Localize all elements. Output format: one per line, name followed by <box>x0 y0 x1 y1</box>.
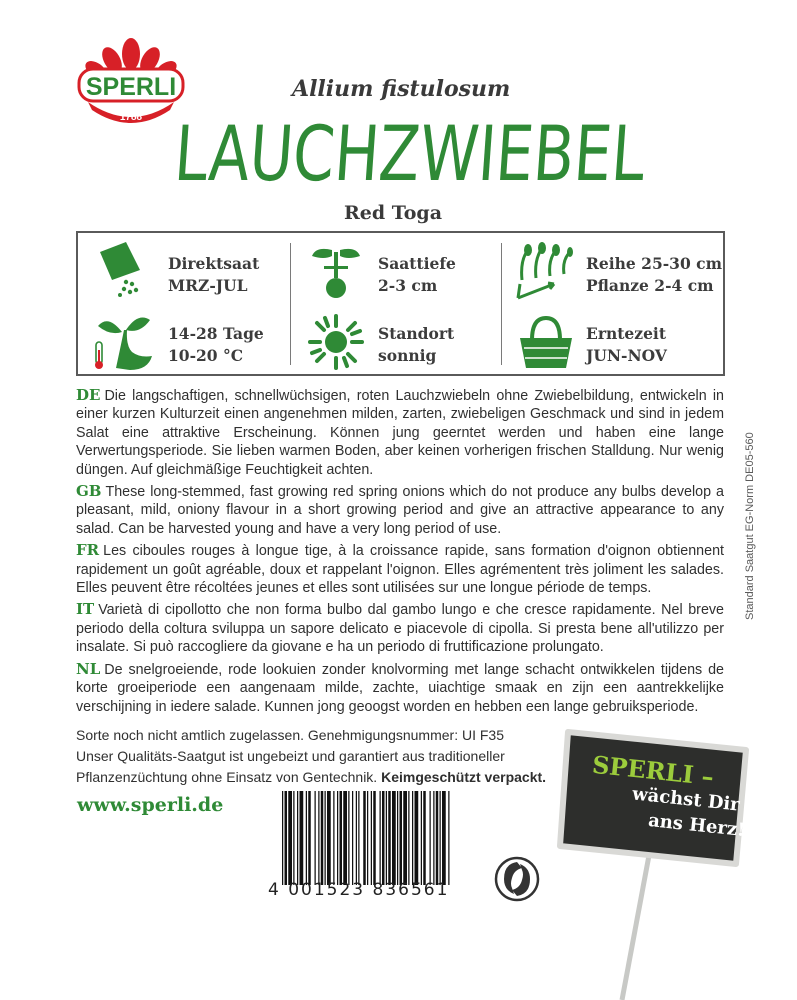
barcode-bar <box>403 791 407 885</box>
logo-wordmark: SPERLI <box>85 73 177 101</box>
barcode-bar <box>386 791 387 885</box>
title-text: LAUCHZWIEBEL <box>171 109 780 198</box>
legal-notice <box>76 725 556 788</box>
barcode-bar <box>408 791 409 885</box>
description-it <box>76 600 724 656</box>
barcode-bar <box>318 791 319 885</box>
seedling-depth-icon <box>306 242 366 302</box>
sun-icon <box>306 312 366 372</box>
description-text: De snelgroeiende, rode lookuien zonder knolvorming met lange schacht ontwikkelen tijdens de korte groeiperiode een aangenaam milde, zachte, uiachtige smaak en zijn een aantrekkelijke verschijning in iedere salade. Kunnen jong geoogst worden en hebben een lange gebruiksperiode. <box>76 661 724 715</box>
barcode-bar <box>442 791 446 885</box>
barcode-bar <box>306 791 307 885</box>
info-harvest-label: Erntezeit <box>586 324 666 343</box>
barcode-bar <box>440 791 441 885</box>
barcode-bar <box>300 791 304 885</box>
sperli-logo <box>76 36 186 134</box>
info-divider <box>501 243 502 365</box>
info-depth-value: 2-3 cm <box>378 276 438 295</box>
barcode-bar <box>371 791 372 885</box>
info-spacing-row: Reihe 25-30 cm <box>586 254 722 273</box>
variety-name: Red Toga <box>344 202 443 224</box>
legal-line-bold: Keimgeschützt verpackt. <box>381 769 547 785</box>
product-title <box>171 108 780 198</box>
barcode-bar <box>288 791 292 885</box>
barcode-bar <box>436 791 439 885</box>
norm-code-text: Standard Saatgut EG-Norm DE05-560 <box>744 432 756 620</box>
info-divider <box>290 243 291 365</box>
description-nl <box>76 660 724 716</box>
barcode-bar <box>433 791 434 885</box>
green-dot-recycling-icon <box>494 856 540 902</box>
barcode-bar <box>333 791 334 885</box>
info-location-value: sonnig <box>378 346 437 365</box>
lang-code: GB <box>76 482 102 501</box>
barcode-bar <box>321 791 324 885</box>
barcode-bar <box>343 791 347 885</box>
barcode-bar <box>337 791 338 885</box>
lang-code: NL <box>76 659 101 678</box>
barcode-bar <box>392 791 396 885</box>
barcode-bar <box>400 791 403 885</box>
germination-icon <box>94 312 154 372</box>
description-text: These long-stemmed, fast growing red spring onions which do not produce any bulbs develop a pleasant, mild, oniony flavour in a short growing period and give an attractive appearance to any salad. Can be harvested young and have a very long period of use. <box>76 484 724 537</box>
norm-code <box>744 380 764 620</box>
legal-line: Unser Qualitäts-Saatgut ist ungebeizt und garantiert aus traditioneller <box>76 748 505 764</box>
barcode-number: 4 001523 836561 <box>268 880 450 900</box>
chalkboard-slogan-line: ans Herz! <box>647 809 747 842</box>
barcode-bar <box>448 791 449 885</box>
barcode-bar <box>325 791 326 885</box>
barcode-bar <box>285 791 288 885</box>
barcode-bar <box>380 791 381 885</box>
barcode-bar <box>308 791 311 885</box>
barcode-bar <box>358 791 359 885</box>
description-gb <box>76 482 724 538</box>
barcode-bar <box>430 791 431 885</box>
description-block <box>76 386 724 719</box>
barcode-bar <box>423 791 426 885</box>
barcode-bar <box>397 791 398 885</box>
lang-code: DE <box>76 386 101 404</box>
barcode-bar <box>282 791 283 885</box>
info-location-label: Standort <box>378 324 455 343</box>
chalkboard-slogan-line: wächst Dir <box>631 783 741 816</box>
plant-rows-icon <box>514 240 574 300</box>
lang-code: FR <box>76 541 100 560</box>
description-text: Varietà di cipollotto che non forma bulbo dal gambo lungo e che cresce rapidamente. Nel breve periodo della coltura sviluppa un sapore delicato e piacevole di cipolla. Si presta bene all'utilizzo per insalate. Si può raccogliere da giovane e ha un periodo di fruttificazione prolungato. <box>76 602 724 656</box>
logo-year: 1788 <box>119 112 143 123</box>
barcode-bar <box>388 791 391 885</box>
description-fr <box>76 541 724 597</box>
description-text: Die langschaftigen, schnellwüchsigen, roten Lauchzwiebeln ohne Zwiebelbildung, entwickeln in einer kurzen Kulturzeit einen angenehmen milden, zarten, zwiebeligen Geschmack und sind in jedem Salat eine attraktive Erscheinung. Können jung geerntet werden und haben eine lange Verwertungsperiode. Sie lieben warmen Boden, aber keinen vorherigen frischen Stalldung. Nur wenig düngen. Auf gleichmäßige Feuchtigkeit achten. <box>76 388 724 478</box>
barcode-bar <box>367 791 368 885</box>
info-sowing-value: MRZ-JUL <box>168 276 248 295</box>
info-germination-temp: 10-20 °C <box>168 346 244 365</box>
barcode-bar <box>315 791 316 885</box>
barcode-bar <box>348 791 349 885</box>
barcode-bar <box>297 791 298 885</box>
barcode-bar <box>421 791 422 885</box>
info-harvest-value: JUN-NOV <box>586 346 667 365</box>
barcode-bar <box>356 791 357 885</box>
barcode-bar <box>382 791 385 885</box>
barcode-bar <box>415 791 419 885</box>
barcode-bar <box>373 791 376 885</box>
barcode-bar <box>412 791 413 885</box>
description-de <box>76 386 724 479</box>
legal-line-text: Pflanzenzüchtung ohne Einsatz von Gentechnik. <box>76 769 378 785</box>
barcode-bar <box>340 791 343 885</box>
legal-line: Sorte noch nicht amtlich zugelassen. Genehmigungsnummer: UI F35 <box>76 727 504 743</box>
description-text: Les ciboules rouges à longue tige, à la croissance rapide, sans formation d'oignon obtiennent rapidement un goût agréable, doux et rappelant l'oignon. Elles agrémentent très joliment les salades. Elles peuvent être récoltées jeunes et elles sont utilisées sur une longue période de temps. <box>76 543 724 597</box>
latin-name: Allium fistulosum <box>292 76 511 102</box>
info-depth-label: Saattiefe <box>378 254 456 273</box>
website-link[interactable]: www.sperli.de <box>77 794 224 816</box>
chalkboard-brand: SPERLI – <box>590 749 716 792</box>
harvest-basket-icon <box>516 312 576 372</box>
info-germination-days: 14-28 Tage <box>168 324 264 343</box>
info-sowing-label: Direktsaat <box>168 254 260 273</box>
lang-code: IT <box>76 600 95 619</box>
barcode-bar <box>363 791 366 885</box>
barcode-bar <box>352 791 353 885</box>
seed-packet-icon <box>96 238 156 298</box>
barcode-bar <box>327 791 331 885</box>
info-spacing-plant: Pflanze 2-4 cm <box>586 276 714 295</box>
barcode-bar <box>293 791 294 885</box>
